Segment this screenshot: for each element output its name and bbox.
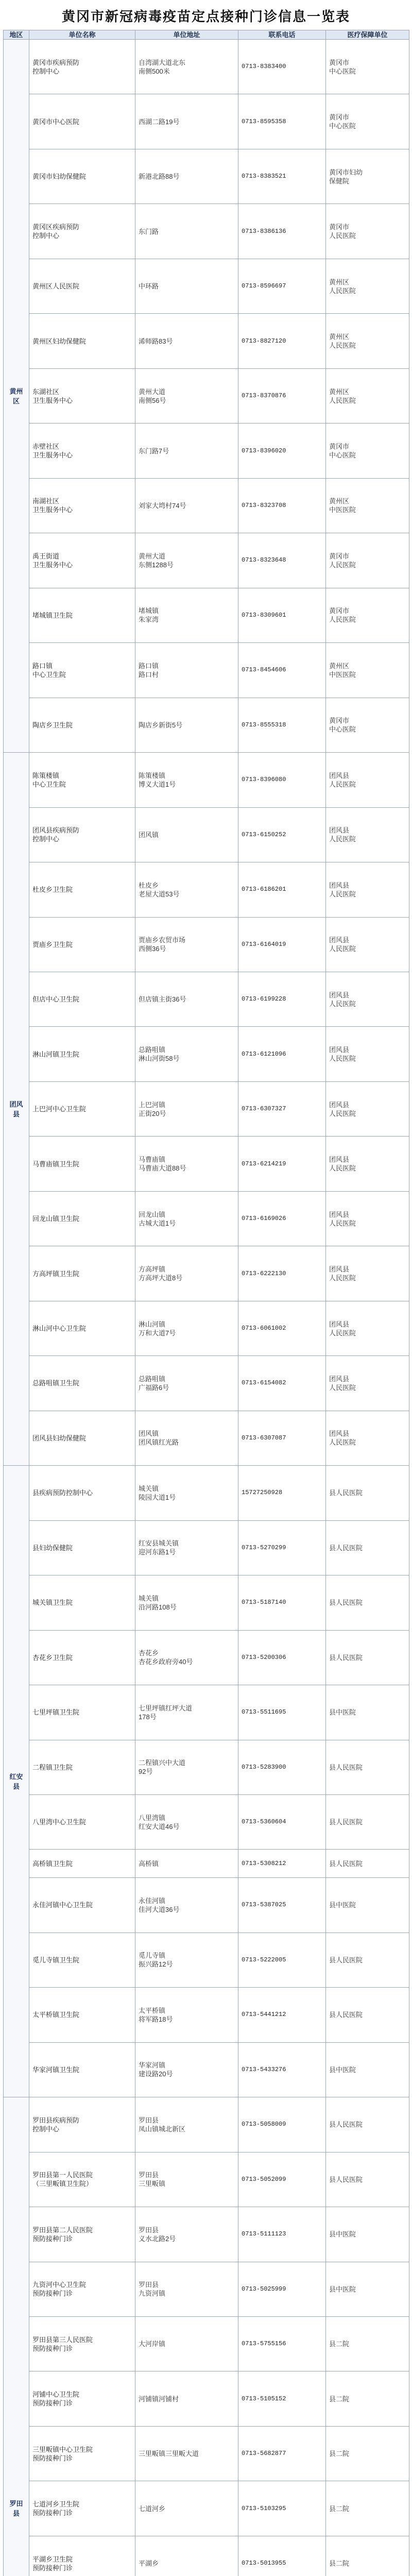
unit-address-cell: 永佳河镇 佳河大道36号: [135, 1878, 238, 1933]
unit-name-cell: 禹王街道 卫生服务中心: [29, 533, 135, 588]
table-row: [4, 1740, 409, 1794]
unit-address-cell: 七道河乡: [135, 2481, 238, 2536]
table-row: [4, 862, 409, 917]
unit-name-cell: 县妇幼保健院: [29, 1520, 135, 1575]
table-row: [4, 2536, 409, 2576]
phone-cell: 0713-5441212: [238, 1988, 326, 2042]
phone-cell: 0713-6164019: [238, 917, 326, 972]
table-row: [4, 1685, 409, 1740]
phone-cell: 0713-6061002: [238, 1301, 326, 1355]
phone-cell: 0713-6307327: [238, 1081, 326, 1136]
table-row: [4, 2371, 409, 2426]
unit-address-cell: 城关镇 陵园大道1号: [135, 1466, 238, 1520]
table-row: [4, 533, 409, 588]
medical-institution-cell: 黄州区 人民医院: [326, 259, 409, 313]
unit-name-cell: 县疾病预防控制中心: [29, 1466, 135, 1520]
unit-address-cell: 罗田县 凤山镇城北新区: [135, 2097, 238, 2152]
phone-cell: 0713-8323648: [238, 533, 326, 588]
medical-institution-cell: 团风县 人民医院: [326, 1137, 409, 1191]
medical-institution-cell: 团风县 人民医院: [326, 862, 409, 917]
unit-address-cell: 东门路7号: [135, 423, 238, 478]
phone-cell: 0713-6169026: [238, 1191, 326, 1246]
unit-address-cell: 西湖二路19号: [135, 94, 238, 149]
medical-institution-cell: 团风县 人民医院: [326, 1301, 409, 1355]
medical-institution-cell: 团风县 人民医院: [326, 1246, 409, 1301]
unit-address-cell: 城关镇 沿河路108号: [135, 1575, 238, 1630]
unit-address-cell: 黄州大道 东侧1288号: [135, 533, 238, 588]
medical-institution-cell: 团风县 人民医院: [326, 972, 409, 1026]
table-row: [4, 1411, 409, 1465]
medical-institution-cell: 县二院: [326, 2481, 409, 2536]
unit-address-cell: 团风镇 团风镇红光路: [135, 1411, 238, 1465]
phone-cell: 0713-5755156: [238, 2316, 326, 2371]
unit-name-cell: 黄冈区疾病预防 控制中心: [29, 204, 135, 259]
unit-name-cell: 堵城镇卫生院: [29, 588, 135, 642]
phone-cell: 0713-5105152: [238, 2371, 326, 2426]
unit-address-cell: 总路咀镇 淋山河街58号: [135, 1027, 238, 1081]
phone-cell: 0713-8555318: [238, 698, 326, 752]
unit-address-cell: 陶店乡新街5号: [135, 698, 238, 752]
table-row: [4, 1191, 409, 1246]
district-cell: 黄州区: [4, 40, 29, 753]
medical-institution-cell: 黄冈市妇幼 保健院: [326, 149, 409, 204]
table-row: [4, 259, 409, 313]
header-unit-name: 单位名称: [29, 30, 135, 40]
medical-institution-cell: 县人民医院: [326, 2097, 409, 2152]
table-row: [4, 1081, 409, 1136]
medical-institution-cell: 黄冈市 中心医院: [326, 423, 409, 478]
unit-name-cell: 九资河中心卫生院 预防接种门诊: [29, 2262, 135, 2316]
phone-cell: 0713-8386136: [238, 204, 326, 259]
header-medical-institution: 医疗保障单位: [326, 30, 409, 40]
unit-address-cell: 二程镇兴中大道 92号: [135, 1740, 238, 1794]
unit-name-cell: 罗田县第三人民医院 预防接种门诊: [29, 2316, 135, 2371]
unit-name-cell: 华家河镇卫生院: [29, 2042, 135, 2097]
phone-cell: 0713-8370876: [238, 368, 326, 423]
medical-institution-cell: 县中医院: [326, 1685, 409, 1740]
table-row: [4, 1301, 409, 1355]
unit-address-cell: 但店镇主街36号: [135, 972, 238, 1026]
phone-cell: 0713-6154082: [238, 1356, 326, 1411]
district-cell: 团风县: [4, 753, 29, 1466]
table-body: [4, 40, 409, 2576]
unit-address-cell: 堵城镇 朱家湾: [135, 588, 238, 642]
medical-institution-cell: 县人民医院: [326, 1850, 409, 1878]
phone-cell: 0713-6150252: [238, 807, 326, 862]
unit-address-cell: 刘家大塆村74号: [135, 478, 238, 533]
unit-name-cell: 赤壁社区 卫生服务中心: [29, 423, 135, 478]
medical-institution-cell: 县人民医院: [326, 1988, 409, 2042]
unit-address-cell: 东门路: [135, 204, 238, 259]
unit-address-cell: 贾庙乡农贸市场 西侧36号: [135, 917, 238, 972]
table-row: [4, 368, 409, 423]
district-cell: 罗田县: [4, 2097, 29, 2576]
unit-address-cell: 河铺镇河铺村: [135, 2371, 238, 2426]
unit-address-cell: 罗田县 义水北路2号: [135, 2207, 238, 2262]
phone-cell: 0713-8454606: [238, 643, 326, 698]
phone-cell: 0713-5682877: [238, 2426, 326, 2481]
unit-name-cell: 路口镇 中心卫生院: [29, 643, 135, 698]
unit-name-cell: 黄冈市妇幼保健院: [29, 149, 135, 204]
unit-name-cell: 团风县疾病预防 控制中心: [29, 807, 135, 862]
medical-institution-cell: 县二院: [326, 2426, 409, 2481]
unit-name-cell: 杏花乡卫生院: [29, 1630, 135, 1685]
table-row: [4, 972, 409, 1026]
unit-address-cell: 总路咀镇 广福路6号: [135, 1356, 238, 1411]
unit-address-cell: 高桥镇: [135, 1850, 238, 1878]
table-row: [4, 423, 409, 478]
medical-institution-cell: 黄冈市 人民医院: [326, 588, 409, 642]
medical-institution-cell: 团风县 人民医院: [326, 917, 409, 972]
unit-address-cell: 路口镇 路口村: [135, 643, 238, 698]
phone-cell: 0713-8596697: [238, 259, 326, 313]
medical-institution-cell: 县人民医院: [326, 1740, 409, 1794]
table-row: [4, 314, 409, 368]
unit-name-cell: 总路咀镇卫生院: [29, 1356, 135, 1411]
medical-institution-cell: 黄冈市 人民医院: [326, 204, 409, 259]
header-unit-address: 单位地址: [135, 30, 238, 40]
medical-institution-cell: 县人民医院: [326, 1933, 409, 1987]
medical-institution-cell: 团风县 人民医院: [326, 807, 409, 862]
phone-cell: 0713-8396080: [238, 753, 326, 807]
phone-cell: 0713-6307087: [238, 1411, 326, 1465]
unit-address-cell: 回龙山镇 古城大道1号: [135, 1191, 238, 1246]
medical-institution-cell: 团风县 人民医院: [326, 1081, 409, 1136]
unit-name-cell: 永佳河镇中心卫生院: [29, 1878, 135, 1933]
table-row: [4, 1575, 409, 1630]
unit-name-cell: 黄州区人民医院: [29, 259, 135, 313]
unit-address-cell: 浠师路83号: [135, 314, 238, 368]
phone-cell: 0713-5025999: [238, 2262, 326, 2316]
table-row: [4, 917, 409, 972]
medical-institution-cell: 黄州区 中医医院: [326, 478, 409, 533]
unit-name-cell: 平湖乡卫生院 预防接种门诊: [29, 2536, 135, 2576]
medical-institution-cell: 黄州区 中医医院: [326, 643, 409, 698]
unit-address-cell: 罗田县 三里畈镇: [135, 2152, 238, 2207]
unit-name-cell: 黄冈市中心医院: [29, 94, 135, 149]
table-row: [4, 1850, 409, 1878]
phone-cell: 0713-8383521: [238, 149, 326, 204]
unit-name-cell: 黄州区妇幼保健院: [29, 314, 135, 368]
table-row: [4, 1466, 409, 1520]
medical-institution-cell: 县中医院: [326, 2262, 409, 2316]
unit-name-cell: 陶店乡卫生院: [29, 698, 135, 752]
medical-institution-cell: 团风县 人民医院: [326, 1411, 409, 1465]
unit-address-cell: 自湾湖大道北东 南侧500米: [135, 40, 238, 94]
phone-cell: 0713-6121096: [238, 1027, 326, 1081]
unit-address-cell: 方高坪镇 方高坪大道8号: [135, 1246, 238, 1301]
document-title: 黄冈市新冠病毒疫苗定点接种门诊信息一览表: [61, 9, 350, 24]
medical-institution-cell: 黄州区 人民医院: [326, 314, 409, 368]
table-row: [4, 1630, 409, 1685]
unit-name-cell: 七道河乡卫生院 预防接种门诊: [29, 2481, 135, 2536]
unit-name-cell: 八里湾中心卫生院: [29, 1795, 135, 1850]
medical-institution-cell: 县人民医院: [326, 1575, 409, 1630]
phone-cell: 0713-5387025: [238, 1878, 326, 1933]
medical-institution-cell: 县人民医院: [326, 1795, 409, 1850]
unit-name-cell: 太平桥镇卫生院: [29, 1988, 135, 2042]
medical-institution-cell: 黄冈市 人民医院: [326, 533, 409, 588]
phone-cell: 0713-5283900: [238, 1740, 326, 1794]
unit-address-cell: 平湖乡: [135, 2536, 238, 2576]
phone-cell: 0713-6186201: [238, 862, 326, 917]
unit-name-cell: 马曹庙镇卫生院: [29, 1137, 135, 1191]
phone-cell: 0713-5308212: [238, 1850, 326, 1878]
unit-name-cell: 高桥镇卫生院: [29, 1850, 135, 1878]
unit-name-cell: 回龙山镇卫生院: [29, 1191, 135, 1246]
medical-institution-cell: 县人民医院: [326, 1520, 409, 1575]
medical-institution-cell: 团风县 人民医院: [326, 1027, 409, 1081]
unit-name-cell: 淋山河镇卫生院: [29, 1027, 135, 1081]
unit-address-cell: 马曹庙镇 马曹庙大道88号: [135, 1137, 238, 1191]
unit-name-cell: 黄冈市疾病预防 控制中心: [29, 40, 135, 94]
unit-name-cell: 二程镇卫生院: [29, 1740, 135, 1794]
table-row: [4, 1878, 409, 1933]
phone-cell: 0713-5052099: [238, 2152, 326, 2207]
medical-institution-cell: 黄冈市 中心医院: [326, 40, 409, 94]
medical-institution-cell: 县二院: [326, 2316, 409, 2371]
unit-name-cell: 罗田县疾病预防 控制中心: [29, 2097, 135, 2152]
unit-address-cell: 新港北路88号: [135, 149, 238, 204]
unit-address-cell: 黄州大道 南侧56号: [135, 368, 238, 423]
medical-institution-cell: 县人民医院: [326, 1466, 409, 1520]
phone-cell: 0713-6214219: [238, 1137, 326, 1191]
phone-cell: 0713-8595358: [238, 94, 326, 149]
unit-address-cell: 七里坪镇红坪大道 178号: [135, 1685, 238, 1740]
unit-name-cell: 三里畈镇中心卫生院 预防接种门诊: [29, 2426, 135, 2481]
unit-address-cell: 杜皮乡 老屋大道53号: [135, 862, 238, 917]
table-row: [4, 2262, 409, 2316]
unit-address-cell: 中环路: [135, 259, 238, 313]
unit-address-cell: 团风镇: [135, 807, 238, 862]
unit-name-cell: 罗田县第一人民医院 （三里畈镇卫生院）: [29, 2152, 135, 2207]
table-row: [4, 149, 409, 204]
unit-name-cell: 东湖社区 卫生服务中心: [29, 368, 135, 423]
district-cell: 红安县: [4, 1466, 29, 2097]
unit-address-cell: 上巴河镇 正街20号: [135, 1081, 238, 1136]
table-row: [4, 2207, 409, 2262]
unit-name-cell: 七里坪镇卫生院: [29, 1685, 135, 1740]
table-row: [4, 478, 409, 533]
table-row: [4, 2426, 409, 2481]
table-row: [4, 1356, 409, 1411]
phone-cell: 0713-8827120: [238, 314, 326, 368]
phone-cell: 0713-5360604: [238, 1795, 326, 1850]
unit-name-cell: 上巴河中心卫生院: [29, 1081, 135, 1136]
unit-address-cell: 大河岸镇: [135, 2316, 238, 2371]
phone-cell: 0713-5058009: [238, 2097, 326, 2152]
unit-name-cell: 方高坪镇卫生院: [29, 1246, 135, 1301]
table-row: [4, 1027, 409, 1081]
medical-institution-cell: 县人民医院: [326, 1630, 409, 1685]
table-row: [4, 2481, 409, 2536]
table-row: [4, 204, 409, 259]
table-row: [4, 1795, 409, 1850]
phone-cell: 0713-8396020: [238, 423, 326, 478]
unit-name-cell: 陈策楼镇 中心卫生院: [29, 753, 135, 807]
table-row: [4, 1520, 409, 1575]
unit-address-cell: 罗田县 九资河镇: [135, 2262, 238, 2316]
unit-address-cell: 八里湾镇 红安大道46号: [135, 1795, 238, 1850]
unit-name-cell: 淋山河中心卫生院: [29, 1301, 135, 1355]
medical-institution-cell: 团风县 人民医院: [326, 1356, 409, 1411]
header-phone: 联系电话: [238, 30, 326, 40]
unit-name-cell: 贾庙乡卫生院: [29, 917, 135, 972]
table-row: [4, 807, 409, 862]
unit-name-cell: 罗田县第二人民医院 预防接种门诊: [29, 2207, 135, 2262]
unit-address-cell: 觅儿寺镇 振兴路12号: [135, 1933, 238, 1987]
table-row: [4, 40, 409, 94]
medical-institution-cell: 团风县 人民医院: [326, 753, 409, 807]
phone-cell: 0713-5103295: [238, 2481, 326, 2536]
phone-cell: 0713-8383400: [238, 40, 326, 94]
table-row: [4, 643, 409, 698]
medical-institution-cell: 黄州区 人民医院: [326, 368, 409, 423]
table-row: [4, 2316, 409, 2371]
unit-name-cell: 团风县妇幼保健院: [29, 1411, 135, 1465]
table-row: [4, 2042, 409, 2097]
phone-cell: 0713-6199228: [238, 972, 326, 1026]
table-row: [4, 1988, 409, 2042]
unit-address-cell: 太平桥镇 将军路18号: [135, 1988, 238, 2042]
unit-name-cell: 但店中心卫生院: [29, 972, 135, 1026]
table-row: [4, 1137, 409, 1191]
phone-cell: 0713-6222130: [238, 1246, 326, 1301]
table-row: [4, 1933, 409, 1987]
medical-institution-cell: 县人民医院: [326, 2152, 409, 2207]
unit-address-cell: 三里畈镇三里畈大道: [135, 2426, 238, 2481]
medical-institution-cell: 县中医院: [326, 2042, 409, 2097]
unit-address-cell: 陈策楼镇 博义大道1号: [135, 753, 238, 807]
medical-institution-cell: 团风县 人民医院: [326, 1191, 409, 1246]
medical-institution-cell: 黄冈市 中心医院: [326, 698, 409, 752]
unit-name-cell: 杜皮乡卫生院: [29, 862, 135, 917]
phone-cell: 0713-8309601: [238, 588, 326, 642]
phone-cell: 15727250928: [238, 1466, 326, 1520]
unit-address-cell: 红安县城关镇 迎河东路1号: [135, 1520, 238, 1575]
unit-name-cell: 觅儿寺镇卫生院: [29, 1933, 135, 1987]
phone-cell: 0713-5433276: [238, 2042, 326, 2097]
phone-cell: 0713-8323708: [238, 478, 326, 533]
unit-address-cell: 杏花乡 杏花乡政府旁40号: [135, 1630, 238, 1685]
medical-institution-cell: 县二院: [326, 2371, 409, 2426]
phone-cell: 0713-5511695: [238, 1685, 326, 1740]
phone-cell: 0713-5222005: [238, 1933, 326, 1987]
unit-address-cell: 淋山河镇 万和大道7号: [135, 1301, 238, 1355]
table-row: [4, 2152, 409, 2207]
table-row: [4, 698, 409, 752]
medical-institution-cell: 县中医院: [326, 1878, 409, 1933]
table-row: [4, 2097, 409, 2152]
header-district: 地区: [4, 30, 29, 40]
medical-institution-cell: 县二院: [326, 2536, 409, 2576]
unit-address-cell: 华家河镇 建设路20号: [135, 2042, 238, 2097]
vaccination-clinic-table: [3, 30, 409, 2576]
unit-name-cell: 河铺中心卫生院 预防接种门诊: [29, 2371, 135, 2426]
phone-cell: 0713-5200306: [238, 1630, 326, 1685]
header-row: [4, 30, 409, 40]
phone-cell: 0713-5187140: [238, 1575, 326, 1630]
unit-name-cell: 南湖社区 卫生服务中心: [29, 478, 135, 533]
phone-cell: 0713-5013955: [238, 2536, 326, 2576]
phone-cell: 0713-5111123: [238, 2207, 326, 2262]
table-row: [4, 588, 409, 642]
medical-institution-cell: 黄冈市 中心医院: [326, 94, 409, 149]
table-row: [4, 94, 409, 149]
table-row: [4, 1246, 409, 1301]
table-row: [4, 753, 409, 807]
unit-name-cell: 城关镇卫生院: [29, 1575, 135, 1630]
medical-institution-cell: 县中医院: [326, 2207, 409, 2262]
phone-cell: 0713-5270299: [238, 1520, 326, 1575]
